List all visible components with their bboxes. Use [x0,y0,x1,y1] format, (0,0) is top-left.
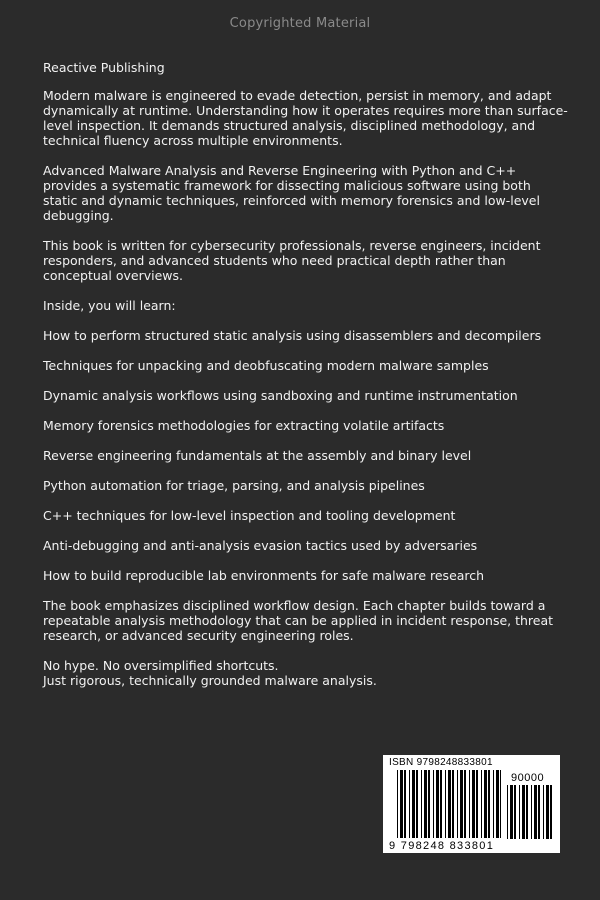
barcode-digits: 9 798248 833801 [389,840,495,852]
learn-item: C++ techniques for low-level inspection and tooling development [43,508,456,523]
learn-item: Anti-debugging and anti-analysis evasion tactics used by adversaries [43,538,478,553]
tagline-line-1: No hype. No oversimplified shortcuts. [43,658,279,673]
closing-paragraph: The book emphasizes disciplined workflow design. Each chapter builds toward a repeatable analysis methodology that can be applied in incident response, threat research, or advanced security engineering roles. [43,598,554,643]
paragraph-3: This book is written for cybersecurity professionals, reverse engineers, incident responders, and advanced students who need practical depth rather than conceptual overviews. [43,238,541,283]
publisher-name: Reactive Publishing [43,60,165,75]
barcode-bars-icon [383,755,560,853]
learn-intro: Inside, you will learn: [43,298,176,313]
tagline-line-2: Just rigorous, technically grounded malware analysis. [43,673,377,688]
learn-item: Python automation for triage, parsing, and analysis pipelines [43,478,425,493]
learn-item: How to perform structured static analysis using disassemblers and decompilers [43,328,542,343]
paragraph-2: Advanced Malware Analysis and Reverse Engineering with Python and C++ provides a systematic framework for dissecting malicious software using both static and dynamic techniques, reinforced with memory forensics and low-level debugging. [43,163,540,223]
learn-item: Reverse engineering fundamentals at the assembly and binary level [43,448,472,463]
learn-item: Techniques for unpacking and deobfuscating modern malware samples [43,358,489,373]
learn-item: How to build reproducible lab environments for safe malware research [43,568,485,583]
paragraph-1: Modern malware is engineered to evade detection, persist in memory, and adapt dynamically at runtime. Understanding how it operates requires more than surface-level inspection. It demands structured analysis, disciplined methodology, and technical fluency across multiple environments. [43,88,568,148]
learn-item: Memory forensics methodologies for extracting volatile artifacts [43,418,445,433]
isbn-label: ISBN 9798248833801 [389,757,493,768]
back-cover-text [43,60,568,688]
price-addon-code: 90000 [511,772,545,784]
isbn-barcode [383,755,560,853]
copyright-watermark-top: Copyrighted Material [229,16,371,31]
learn-item: Dynamic analysis workflows using sandboxing and runtime instrumentation [43,388,518,403]
